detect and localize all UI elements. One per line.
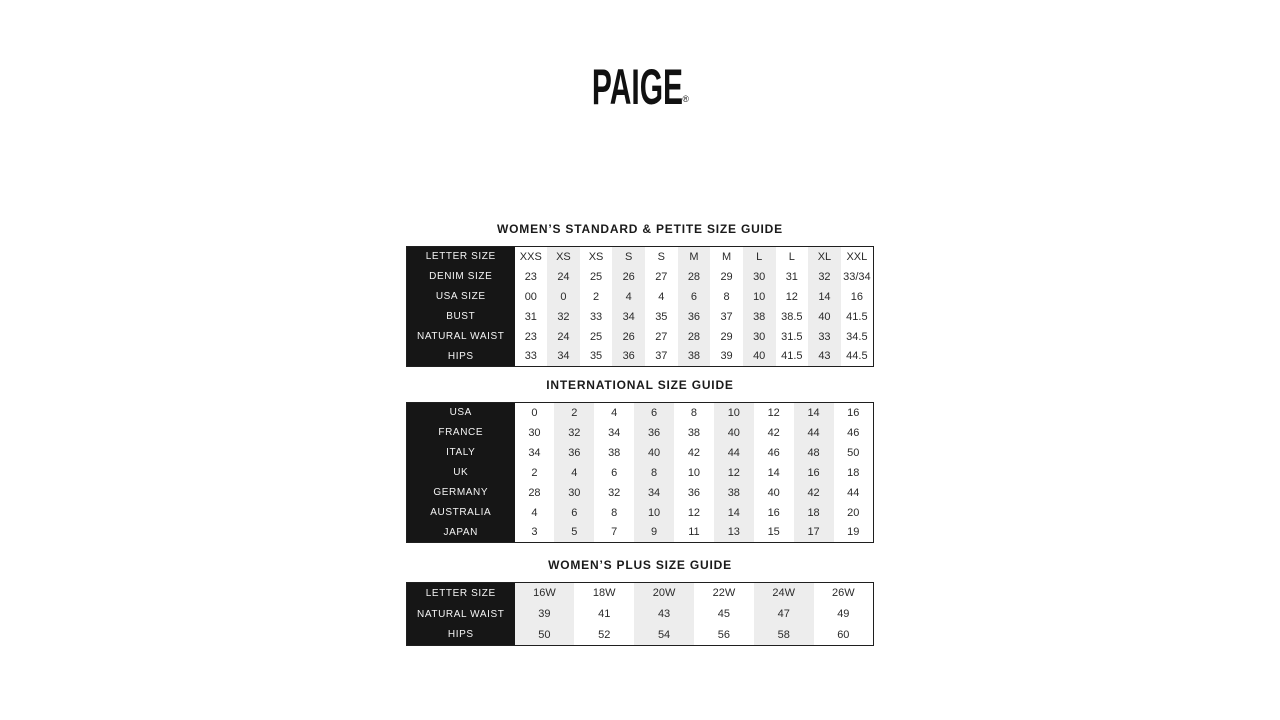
- size-value-cell: 42: [767, 426, 780, 439]
- size-value-cell: 0: [531, 406, 538, 419]
- table-row: [407, 625, 874, 646]
- standard-petite-size-table: [406, 246, 874, 367]
- row-label: GERMANY: [407, 483, 515, 503]
- size-value-cell: 28: [528, 486, 541, 499]
- section-title: WOMEN’S STANDARD & PETITE SIZE GUIDE: [497, 222, 783, 236]
- size-value-cell: 48: [794, 443, 834, 463]
- size-value-cell: 14: [714, 503, 754, 523]
- size-value-cell: 37: [655, 350, 668, 363]
- size-value-cell: 26W: [832, 587, 855, 600]
- size-value-cell: 35: [655, 310, 668, 323]
- size-value-cell: M: [721, 250, 732, 263]
- size-value-cell: 27: [655, 270, 668, 283]
- size-value-cell: 30: [554, 483, 594, 503]
- size-value-cell: 35: [589, 350, 603, 363]
- size-value-cell: 3: [531, 526, 538, 539]
- size-value-cell: 33: [524, 350, 537, 363]
- size-value-cell: 2: [554, 403, 594, 423]
- brand-logo: [592, 59, 690, 115]
- size-value-cell: 34: [547, 347, 580, 367]
- size-value-cell: 38: [608, 446, 621, 459]
- plus-guide-section: [406, 558, 874, 646]
- size-value-cell: 0: [547, 287, 580, 307]
- size-value-cell: 40: [634, 443, 674, 463]
- row-label: NATURAL WAIST: [407, 604, 515, 625]
- size-value-cell: 36: [612, 347, 645, 367]
- size-value-cell: 38.5: [781, 310, 803, 323]
- size-value-cell: 23: [524, 330, 537, 343]
- size-value-cell: 12: [767, 406, 780, 419]
- section-title: WOMEN’S PLUS SIZE GUIDE: [548, 558, 732, 572]
- size-value-cell: 23: [524, 270, 537, 283]
- size-value-cell: 46: [847, 426, 860, 439]
- size-value-cell: 38: [743, 307, 776, 327]
- size-value-cell: 32: [808, 267, 841, 287]
- size-value-cell: 40: [714, 423, 754, 443]
- size-value-cell: 16: [847, 406, 860, 419]
- size-value-cell: 8: [723, 290, 730, 303]
- standard-petite-guide-section: [406, 222, 874, 367]
- size-value-cell: 36: [687, 486, 701, 499]
- size-value-cell: 40: [808, 307, 841, 327]
- size-value-cell: 6: [678, 287, 711, 307]
- size-value-cell: 41: [598, 608, 611, 620]
- size-value-cell: 28: [678, 267, 711, 287]
- size-value-cell: 24: [547, 327, 580, 347]
- row-label: NATURAL WAIST: [407, 327, 515, 347]
- size-value-cell: 33: [589, 310, 603, 323]
- size-value-cell: 12: [785, 290, 798, 303]
- table-row: [407, 503, 874, 523]
- size-value-cell: 40: [743, 347, 776, 367]
- international-guide-section: [406, 378, 874, 543]
- size-value-cell: 10: [634, 503, 674, 523]
- row-label: UK: [407, 463, 515, 483]
- size-value-cell: 13: [714, 523, 754, 543]
- size-value-cell: 16W: [515, 583, 575, 604]
- size-value-cell: 6: [554, 503, 594, 523]
- size-value-cell: 30: [743, 327, 776, 347]
- size-value-cell: 18W: [592, 587, 616, 600]
- table-row: [407, 463, 874, 483]
- registered-trademark: ®: [682, 94, 690, 104]
- size-value-cell: 34: [612, 307, 645, 327]
- size-value-cell: 25: [589, 270, 603, 283]
- size-value-cell: 44: [794, 423, 834, 443]
- table-row: [407, 604, 874, 625]
- size-value-cell: 50: [847, 446, 860, 459]
- size-value-cell: 43: [634, 604, 694, 625]
- size-value-cell: 10: [687, 466, 701, 479]
- size-value-cell: 39: [515, 604, 575, 625]
- size-value-cell: 50: [515, 625, 575, 646]
- table-row: [407, 423, 874, 443]
- size-value-cell: 49: [837, 608, 850, 620]
- table-row: [407, 443, 874, 463]
- size-value-cell: 20W: [634, 583, 694, 604]
- size-value-cell: 14: [794, 403, 834, 423]
- size-value-cell: 31.5: [781, 330, 803, 343]
- size-value-cell: 9: [634, 523, 674, 543]
- size-value-cell: XL: [808, 247, 841, 267]
- size-value-cell: 34: [528, 446, 541, 459]
- size-value-cell: 7: [611, 526, 618, 539]
- row-label: LETTER SIZE: [407, 583, 515, 604]
- size-value-cell: 44: [847, 486, 860, 499]
- size-value-cell: 37: [720, 310, 733, 323]
- size-value-cell: 29: [720, 330, 733, 343]
- size-value-cell: 27: [655, 330, 668, 343]
- brand-logo-text: PAIGE: [592, 59, 684, 115]
- size-value-cell: 22W: [712, 587, 736, 600]
- size-value-cell: 47: [754, 604, 814, 625]
- table-row: [407, 307, 874, 327]
- size-value-cell: 16: [767, 506, 780, 519]
- size-value-cell: 8: [634, 463, 674, 483]
- size-value-cell: 39: [720, 350, 733, 363]
- size-value-cell: 34: [608, 426, 621, 439]
- size-value-cell: 18: [794, 503, 834, 523]
- size-value-cell: L: [788, 250, 795, 263]
- size-value-cell: 12: [714, 463, 754, 483]
- size-value-cell: 36: [554, 443, 594, 463]
- size-value-cell: 24W: [754, 583, 814, 604]
- size-value-cell: L: [743, 247, 776, 267]
- size-value-cell: 26: [612, 267, 645, 287]
- row-label: USA SIZE: [407, 287, 515, 307]
- size-value-cell: 19: [847, 526, 860, 539]
- row-label: HIPS: [407, 625, 515, 646]
- size-value-cell: 42: [687, 446, 701, 459]
- table-row: [407, 327, 874, 347]
- size-value-cell: 32: [608, 486, 621, 499]
- size-value-cell: 56: [717, 628, 731, 641]
- table-row: [407, 403, 874, 423]
- row-label: FRANCE: [407, 423, 515, 443]
- size-value-cell: 14: [808, 287, 841, 307]
- size-value-cell: 18: [847, 466, 860, 479]
- size-value-cell: 46: [767, 446, 780, 459]
- size-value-cell: 20: [847, 506, 860, 519]
- size-value-cell: 52: [598, 628, 611, 641]
- size-value-cell: 40: [767, 486, 780, 499]
- size-value-cell: 54: [634, 625, 694, 646]
- table-row: [407, 267, 874, 287]
- size-value-cell: 10: [714, 403, 754, 423]
- table-row: [407, 583, 874, 604]
- row-label: ITALY: [407, 443, 515, 463]
- size-value-cell: 44: [714, 443, 754, 463]
- size-value-cell: 26: [612, 327, 645, 347]
- size-value-cell: 36: [634, 423, 674, 443]
- size-value-cell: 31: [785, 270, 798, 283]
- size-value-cell: 32: [554, 423, 594, 443]
- row-label: JAPAN: [407, 523, 515, 543]
- size-value-cell: XS: [547, 247, 580, 267]
- size-guides: [406, 222, 874, 646]
- size-value-cell: 5: [554, 523, 594, 543]
- size-value-cell: S: [657, 250, 665, 263]
- size-value-cell: 34: [634, 483, 674, 503]
- row-label: HIPS: [407, 347, 515, 367]
- logo-container: [0, 0, 1280, 114]
- size-value-cell: M: [678, 247, 711, 267]
- size-value-cell: 42: [794, 483, 834, 503]
- international-size-table: [406, 402, 874, 543]
- size-value-cell: 25: [589, 330, 603, 343]
- size-value-cell: 33: [808, 327, 841, 347]
- size-value-cell: 14: [767, 466, 780, 479]
- table-row: [407, 287, 874, 307]
- size-value-cell: 10: [743, 287, 776, 307]
- size-value-cell: 44.5: [846, 350, 868, 363]
- size-value-cell: 4: [612, 287, 645, 307]
- size-value-cell: 4: [658, 290, 665, 303]
- size-value-cell: XS: [588, 250, 604, 263]
- row-label: BUST: [407, 307, 515, 327]
- size-value-cell: XXL: [846, 250, 868, 263]
- size-value-cell: 6: [611, 466, 618, 479]
- size-value-cell: 41.5: [781, 350, 803, 363]
- size-value-cell: 17: [794, 523, 834, 543]
- size-value-cell: XXS: [519, 250, 542, 263]
- row-label: USA: [407, 403, 515, 423]
- size-value-cell: 00: [524, 290, 537, 303]
- size-value-cell: S: [612, 247, 645, 267]
- size-value-cell: 24: [547, 267, 580, 287]
- size-value-cell: 8: [690, 406, 697, 419]
- size-value-cell: 30: [743, 267, 776, 287]
- size-value-cell: 2: [593, 290, 600, 303]
- size-value-cell: 15: [767, 526, 780, 539]
- size-value-cell: 30: [528, 426, 541, 439]
- size-value-cell: 4: [611, 406, 618, 419]
- size-value-cell: 36: [678, 307, 711, 327]
- size-value-cell: 45: [717, 608, 731, 620]
- size-value-cell: 58: [754, 625, 814, 646]
- size-value-cell: 2: [531, 466, 538, 479]
- size-value-cell: 41.5: [846, 310, 868, 323]
- size-value-cell: 34.5: [846, 330, 868, 343]
- table-row: [407, 247, 874, 267]
- size-value-cell: 38: [714, 483, 754, 503]
- size-value-cell: 4: [531, 506, 538, 519]
- size-value-cell: 31: [524, 310, 537, 323]
- size-value-cell: 60: [837, 628, 850, 641]
- row-label: DENIM SIZE: [407, 267, 515, 287]
- table-row: [407, 347, 874, 367]
- section-title: INTERNATIONAL SIZE GUIDE: [546, 378, 734, 392]
- row-label: AUSTRALIA: [407, 503, 515, 523]
- size-value-cell: 38: [678, 347, 711, 367]
- table-row: [407, 523, 874, 543]
- table-row: [407, 483, 874, 503]
- size-value-cell: 11: [688, 526, 700, 539]
- size-value-cell: 4: [554, 463, 594, 483]
- plus-size-table: [406, 582, 874, 646]
- size-value-cell: 16: [794, 463, 834, 483]
- size-value-cell: 33/34: [843, 270, 871, 283]
- size-value-cell: 16: [850, 290, 863, 303]
- size-value-cell: 12: [687, 506, 701, 519]
- size-value-cell: 38: [687, 426, 701, 439]
- size-value-cell: 43: [808, 347, 841, 367]
- size-value-cell: 6: [634, 403, 674, 423]
- size-value-cell: 28: [678, 327, 711, 347]
- size-value-cell: 29: [720, 270, 733, 283]
- size-value-cell: 32: [547, 307, 580, 327]
- row-label: LETTER SIZE: [407, 247, 515, 267]
- size-value-cell: 8: [611, 506, 618, 519]
